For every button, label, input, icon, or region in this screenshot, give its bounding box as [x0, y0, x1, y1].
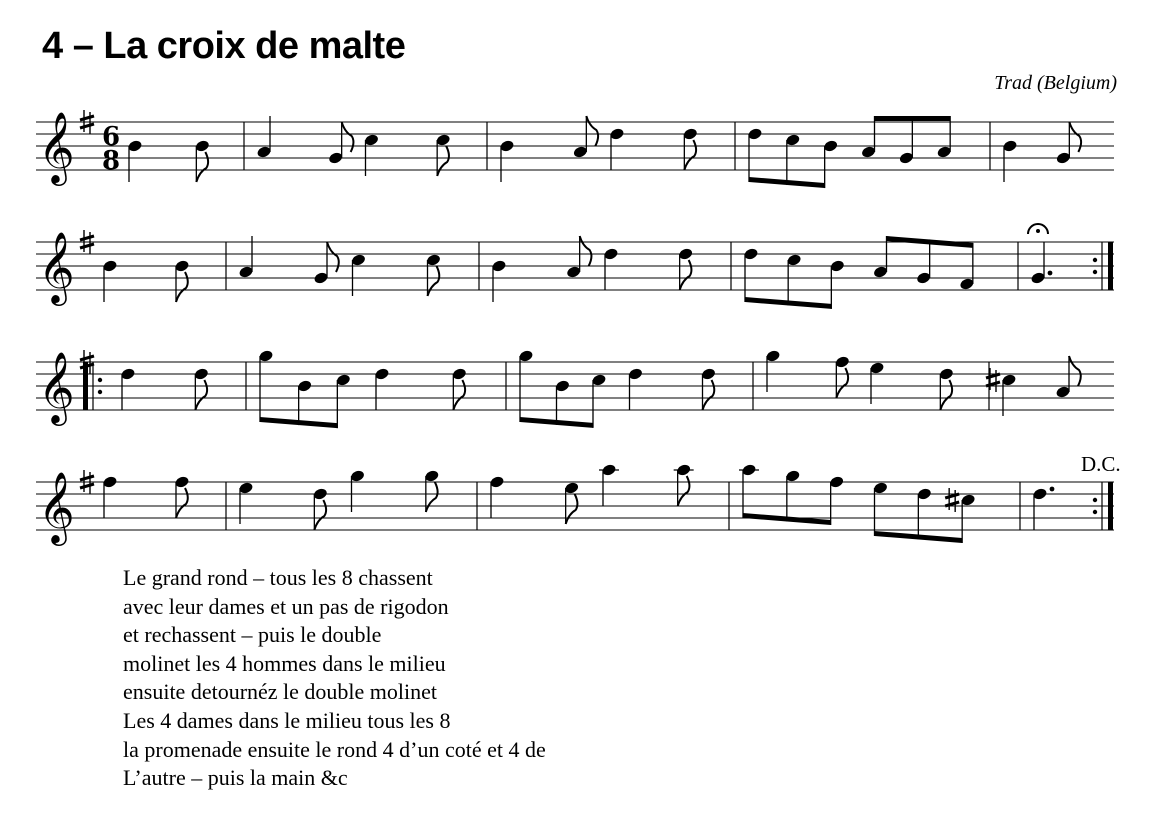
- augmentation-dot: [1048, 271, 1053, 276]
- sharp-bar: [80, 116, 94, 120]
- sharp-icon: [945, 488, 959, 512]
- flag: [176, 488, 188, 518]
- note: [312, 487, 328, 530]
- sharp-bar: [80, 244, 94, 248]
- note: [938, 367, 954, 410]
- note: [499, 139, 515, 182]
- final-thick-barline: [1108, 242, 1113, 290]
- flag: [314, 500, 326, 530]
- treble-clef-glyph: 𝄞: [38, 470, 75, 543]
- instruction-line: la promenade ensuite le rond 4 d’un coté et 4 de: [123, 736, 546, 762]
- note: [739, 463, 759, 518]
- note: [829, 259, 845, 309]
- flag: [566, 494, 578, 524]
- treble-clef-icon: [38, 110, 75, 186]
- flag: [176, 272, 188, 302]
- flag: [684, 140, 696, 170]
- note: [678, 247, 694, 290]
- flag: [437, 146, 449, 176]
- note: [701, 367, 717, 410]
- treble-clef-glyph: 𝄞: [38, 230, 75, 303]
- note: [194, 139, 210, 182]
- note: [1002, 139, 1018, 182]
- note: [127, 139, 143, 182]
- note: [628, 367, 644, 410]
- sharp-bar: [80, 236, 94, 240]
- sharp-bar: [986, 382, 1000, 386]
- note: [785, 133, 801, 185]
- flag: [453, 380, 465, 410]
- flag: [1069, 122, 1081, 152]
- note: [959, 243, 975, 291]
- note: [823, 139, 839, 188]
- composer-credit: Trad (Belgium): [994, 72, 1117, 94]
- repeat-dot: [1093, 270, 1097, 274]
- note: [451, 367, 467, 410]
- augmentation-dot: [1050, 487, 1055, 492]
- flag: [580, 236, 592, 266]
- sharp-bar: [945, 502, 959, 506]
- dance-instructions: [123, 564, 546, 793]
- flag: [940, 380, 952, 410]
- note: [898, 116, 914, 165]
- treble-clef-icon: [38, 230, 75, 306]
- flag: [680, 260, 692, 290]
- note: [489, 475, 505, 518]
- note: [834, 355, 850, 398]
- fermata-dot: [1036, 229, 1040, 233]
- flag: [703, 380, 715, 410]
- sharp-bar: [945, 494, 959, 498]
- note: [785, 469, 801, 521]
- piece-title: 4 – La croix de malte: [42, 25, 406, 67]
- note: [335, 373, 351, 428]
- repeat-dot: [98, 378, 102, 382]
- note: [555, 379, 571, 425]
- sharp-bar: [80, 484, 94, 488]
- note: [916, 239, 932, 284]
- note: [102, 259, 118, 302]
- note: [193, 367, 209, 410]
- flag: [678, 476, 690, 506]
- repeat-dot: [1093, 258, 1097, 262]
- flag: [586, 116, 598, 146]
- instruction-line: avec leur dames et un pas de rigodon: [123, 593, 449, 619]
- time-signature-digit: 8: [102, 146, 121, 176]
- da-capo-marking: D.C.: [1081, 452, 1121, 476]
- note: [682, 127, 698, 170]
- flag: [428, 266, 440, 296]
- note: [491, 259, 507, 302]
- note: [916, 487, 932, 539]
- note: [674, 463, 694, 506]
- start-thick-barline: [83, 362, 88, 410]
- sharp-bar: [986, 374, 1000, 378]
- instruction-line: molinet les 4 hommes dans le milieu: [123, 650, 446, 676]
- repeat-dot: [98, 390, 102, 394]
- time-signature-digit: 6: [102, 122, 121, 152]
- flag: [836, 368, 848, 398]
- sharp-bar: [80, 356, 94, 360]
- treble-clef-icon: [38, 350, 75, 426]
- instruction-line: Les 4 dames dans le milieu tous les 8: [123, 707, 451, 733]
- note: [747, 127, 763, 182]
- final-thick-barline: [1108, 482, 1113, 530]
- note: [591, 373, 607, 428]
- note: [374, 367, 390, 410]
- note: [599, 463, 619, 506]
- instruction-line: L’autre – puis la main &c: [123, 765, 348, 791]
- treble-clef-glyph: 𝄞: [38, 350, 75, 423]
- instruction-line: et rechassent – puis le double: [123, 622, 382, 648]
- note: [102, 475, 118, 518]
- treble-clef-icon: [38, 470, 75, 546]
- treble-clef-glyph: 𝄞: [38, 110, 75, 183]
- sharp-bar: [80, 476, 94, 480]
- note: [873, 481, 889, 536]
- repeat-dot: [1093, 510, 1097, 514]
- sharp-icon: [986, 368, 1000, 392]
- note: [120, 367, 136, 410]
- note: [603, 247, 619, 290]
- flag: [342, 122, 354, 152]
- flag: [1069, 356, 1081, 386]
- staff-system: [36, 242, 1114, 290]
- note: [1032, 487, 1054, 530]
- instruction-line: ensuite detournéz le double molinet: [123, 679, 438, 705]
- flag: [196, 152, 208, 182]
- instruction-line: Le grand rond – tous les 8 chassent: [123, 565, 433, 590]
- note: [174, 475, 190, 518]
- flag: [426, 482, 438, 512]
- note: [297, 379, 313, 425]
- note: [609, 127, 625, 170]
- note: [743, 247, 759, 302]
- flag: [195, 380, 207, 410]
- repeat-dot: [1093, 498, 1097, 502]
- sharp-bar: [80, 124, 94, 128]
- flag: [327, 242, 339, 272]
- note: [786, 253, 802, 305]
- note: [174, 259, 190, 302]
